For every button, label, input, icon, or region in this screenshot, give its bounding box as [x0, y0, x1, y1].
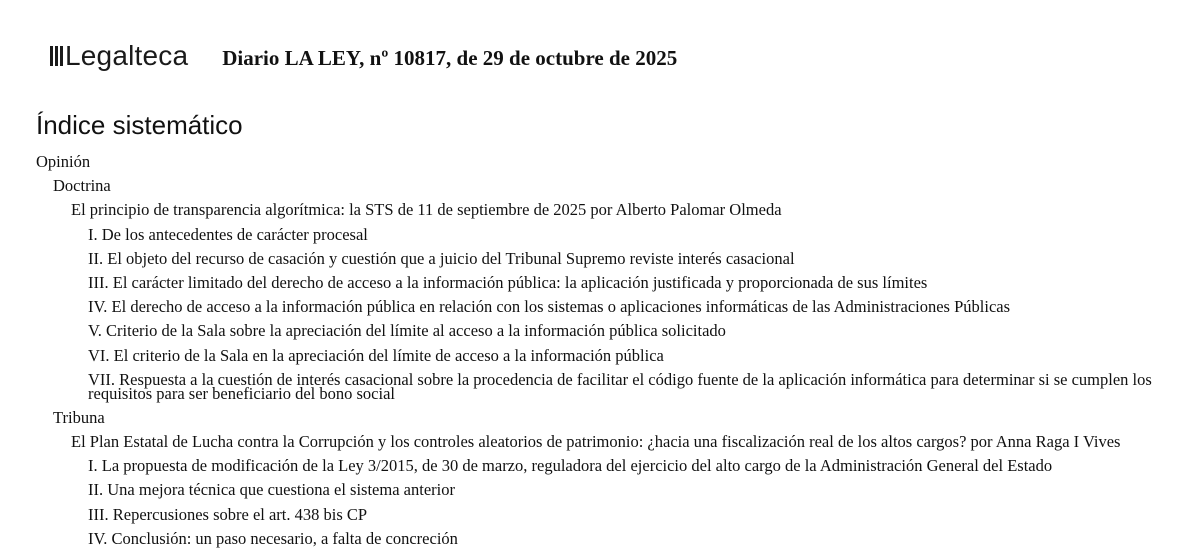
- legalteca-logo[interactable]: [50, 40, 188, 72]
- toc-item[interactable]: I. De los antecedentes de carácter procesal: [88, 224, 368, 244]
- toc-section-opinion[interactable]: Opinión: [36, 152, 91, 171]
- toc-item[interactable]: II. Una mejora técnica que cuestiona el sistema anterior: [88, 480, 455, 500]
- toc-item[interactable]: V. Criterio de la Sala sobre la apreciación del límite al acceso a la información pública solicitado: [88, 321, 726, 341]
- table-of-contents: [0, 150, 1192, 551]
- toc-item[interactable]: I. La propuesta de modificación de la Ley 3/2015, de 30 de marzo, reguladora del ejercicio del alto cargo de la Administración General del Estado: [88, 456, 1053, 476]
- toc-item[interactable]: IV. Conclusión: un paso necesario, a falta de concreción: [88, 528, 458, 548]
- issue-title: Diario LA LEY, nº 10817, de 29 de octubre de 2025: [222, 45, 678, 70]
- toc-item[interactable]: IV. El derecho de acceso a la información pública en relación con los sistemas o aplicaciones informáticas de las Administraciones Públicas: [88, 297, 1011, 317]
- toc-item[interactable]: VI. El criterio de la Sala en la apreciación del límite de acceso a la información pública: [88, 345, 664, 365]
- page-header: [50, 36, 677, 76]
- toc-item[interactable]: II. El objeto del recurso de casación y cuestión que a juicio del Tribunal Supremo reviste interés casacional: [88, 248, 795, 268]
- logo-bars-icon: [50, 46, 63, 66]
- toc-subsection-tribuna[interactable]: Tribuna: [53, 407, 105, 427]
- toc-subsection-doctrina[interactable]: Doctrina: [53, 176, 111, 196]
- logo-text: Legalteca: [65, 40, 189, 71]
- toc-item[interactable]: VII. Respuesta a la cuestión de interés casacional sobre la procedencia de facilitar el código fuente de la aplicación informática para determinar si se cumplen los requisitos para ser beneficiario del bono social: [88, 369, 1152, 403]
- toc-article-tribuna[interactable]: El Plan Estatal de Lucha contra la Corrupción y los controles aleatorios de patrimonio: ¿hacia una fiscalización real de los altos cargos? por Anna Raga I Vives: [71, 432, 1121, 452]
- toc-item[interactable]: III. El carácter limitado del derecho de acceso a la información pública: la aplicación justificada y proporcionada de sus límites: [88, 273, 928, 293]
- index-title: Índice sistemático: [36, 110, 243, 140]
- toc-article-doctrina[interactable]: El principio de transparencia algorítmica: la STS de 11 de septiembre de 2025 por Alberto Palomar Olmeda: [71, 200, 782, 220]
- toc-item[interactable]: III. Repercusiones sobre el art. 438 bis CP: [88, 504, 368, 524]
